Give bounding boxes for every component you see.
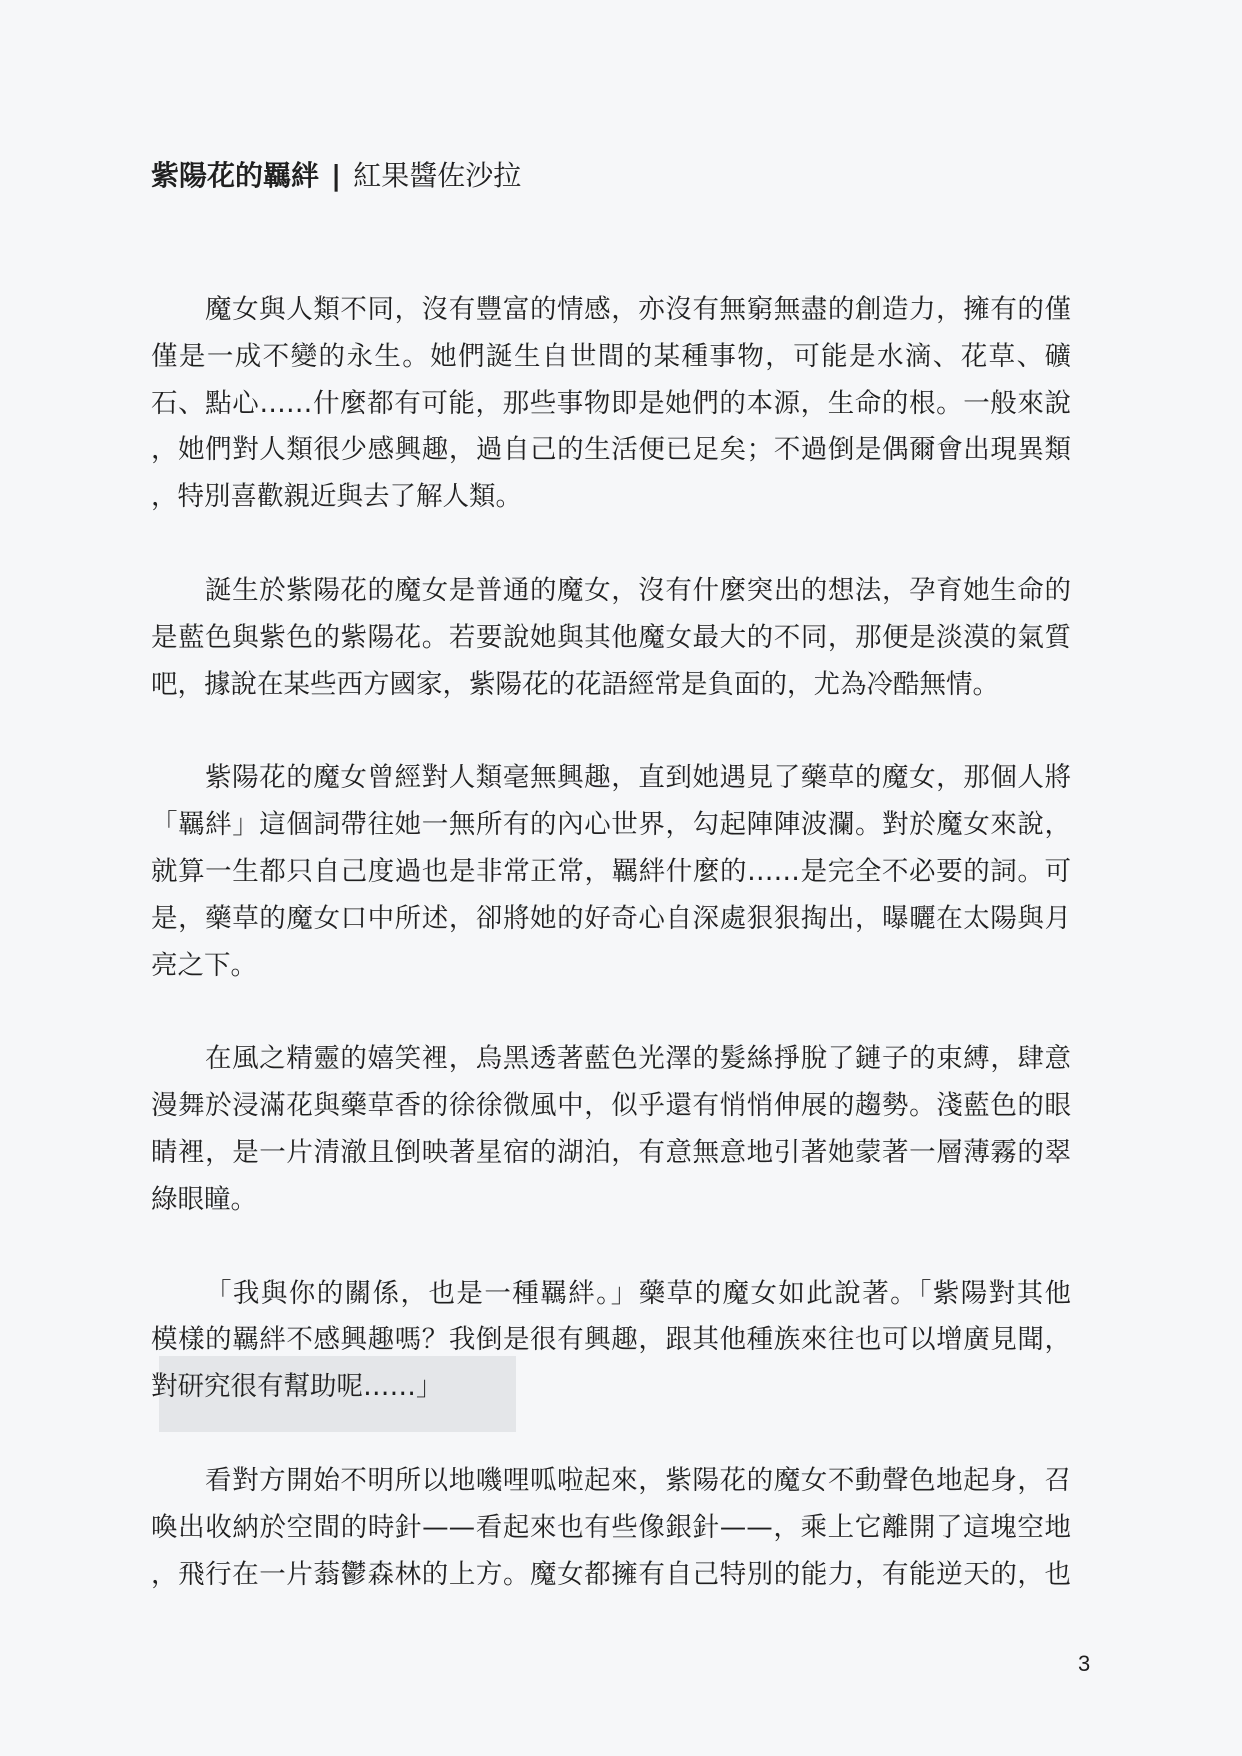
- text-line: 看對方開始不明所以地嘰哩呱啦起來，紫陽花的魔女不動聲色地起身，召: [205, 1464, 1071, 1496]
- paragraph-1: [151, 287, 1071, 521]
- text-line: 誕生於紫陽花的魔女是普通的魔女，沒有什麼突出的想法，孕育她生命的: [205, 574, 1071, 606]
- text-line: 魔女與人類不同，沒有豐富的情感，亦沒有無窮無盡的創造力，擁有的僅: [205, 294, 1071, 325]
- document-title: [151, 158, 521, 194]
- text-line: 就算一生都只自己度過也是非常正常，羈絆什麼的……是完全不必要的詞。可: [151, 855, 1071, 887]
- text-line: ，特別喜歡親近與去了解人類。: [151, 481, 522, 513]
- text-line: 漫舞於浸滿花與藥草香的徐徐微風中，似乎還有悄悄伸展的趨勢。淺藍色的眼: [151, 1090, 1071, 1122]
- title-main: 紫陽花的羈絆: [151, 159, 320, 192]
- paragraph-5: [151, 1271, 1071, 1411]
- text-line: 「我與你的關係，也是一種羈絆。」藥草的魔女如此說著。「紫陽對其他: [205, 1277, 1071, 1309]
- paragraph-3: [151, 755, 1071, 989]
- text-line: 僅是一成不變的永生。她們誕生自世間的某種事物，可能是水滴、花草、礦: [151, 340, 1071, 372]
- text-line: 綠眼瞳。: [151, 1183, 257, 1215]
- text-line: 喚出收納於空間的時針——看起來也有些像銀針——，乘上它離開了這塊空地: [151, 1511, 1071, 1543]
- text-line: 對研究很有幫助呢……」: [151, 1371, 443, 1403]
- text-line: 睛裡，是一片清澈且倒映著星宿的湖泊，有意無意地引著她蒙著一層薄霧的翠: [151, 1136, 1071, 1168]
- text-line: 吧，據說在某些西方國家，紫陽花的花語經常是負面的，尤為冷酷無情。: [151, 668, 999, 700]
- text-line: 「羈絆」這個詞帶往她一無所有的內心世界，勾起陣陣波瀾。對於魔女來說，: [151, 809, 1071, 841]
- page-number: 3: [1078, 1651, 1091, 1676]
- paragraph-2: [151, 568, 1071, 708]
- text-line: 在風之精靈的嬉笑裡，烏黑透著藍色光澤的髮絲掙脫了鏈子的束縛，肆意: [205, 1043, 1071, 1075]
- document-body: [151, 287, 1071, 1645]
- title-subtitle: 紅果醬佐沙拉: [353, 159, 522, 192]
- paragraph-4: [151, 1036, 1071, 1223]
- text-line: 模樣的羈絆不感興趣嗎？我倒是很有興趣，跟其他種族來往也可以增廣見聞，: [151, 1324, 1071, 1356]
- title-separator: |: [331, 159, 342, 192]
- text-line: 是，藥草的魔女口中所述，卻將她的好奇心自深處狠狠掏出，曝曬在太陽與月: [151, 902, 1071, 934]
- text-line: 石、點心……什麼都有可能，那些事物即是她們的本源，生命的根。一般來說: [151, 387, 1071, 419]
- text-line: 是藍色與紫色的紫陽花。若要說她與其他魔女最大的不同，那便是淡漠的氣質: [151, 621, 1071, 653]
- text-line: 亮之下。: [151, 949, 257, 981]
- text-line: ，飛行在一片蓊鬱森林的上方。魔女都擁有自己特別的能力，有能逆天的，也: [151, 1558, 1071, 1590]
- paragraph-6: [151, 1458, 1071, 1598]
- text-line: ，她們對人類很少感興趣，過自己的生活便已足矣；不過倒是偶爾會出現異類: [151, 434, 1071, 466]
- text-line: 紫陽花的魔女曾經對人類毫無興趣，直到她遇見了藥草的魔女，那個人將: [205, 762, 1071, 794]
